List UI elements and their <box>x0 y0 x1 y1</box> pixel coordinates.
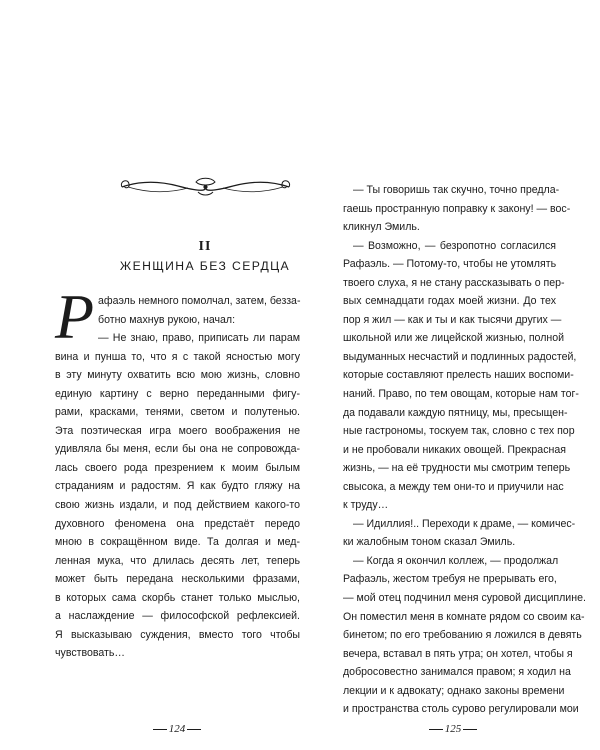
text-line: страданиям и радостям. Я как будто гляжу на <box>55 480 300 493</box>
text-line: лекции и к адвокату; однако законы времени <box>343 684 565 697</box>
folio-dash-icon <box>463 729 477 730</box>
text-line: — Ты говоришь так скучно, точно предла- <box>353 184 560 196</box>
text-line: афаэль немного помолчал, затем, безза- <box>98 295 301 307</box>
text-line: единую картину с верно переданными фигу- <box>55 387 300 400</box>
text-line: школьной или же лицейской жизнью, полной <box>343 332 565 345</box>
left-page-text <box>55 292 300 663</box>
text-line: к труду… <box>343 499 389 512</box>
chapter-number: II <box>198 239 212 254</box>
text-line: жизнь, — на её трудности мы смотрим теперь <box>343 462 571 475</box>
page-number-right <box>418 722 488 736</box>
text-line: лась своего рода презрением к моим былым <box>55 461 300 474</box>
text-line: Рафаэль, жестом требуя не прерывать его, <box>343 573 557 586</box>
text-line: наний. Право, по тем овощам, которые нам тог- <box>343 388 579 401</box>
text-line: и пространства столь сурово регулировали мои <box>343 703 579 716</box>
text-line: удивляла бы меня, если бы она не сопровожда- <box>55 443 300 456</box>
text-line: Рафаэль. — Потому-то, чтобы не утомлять <box>343 258 557 271</box>
text-line: вина и пунша то, что я с такой ясностью могу <box>55 350 300 363</box>
text-line: чувствовать… <box>55 647 126 660</box>
text-line: ленная мука, что длилась десять лет, теперь <box>55 554 300 567</box>
text-line: — Возможно, — безропотно согласился <box>353 239 556 252</box>
text-line: выдуманных несчастий и подлинных радостей, <box>343 350 577 363</box>
text-line: а наслаждение — философской рефлексией. <box>55 610 300 623</box>
text-line: — мой отец подчинил меня суровой дисциплине. <box>343 592 586 605</box>
text-line: ботно махнув рукою, начал: <box>98 313 236 326</box>
text-line: в эту минуту охватить всю мою жизнь, словно <box>55 369 300 382</box>
text-line: — Когда я окончил коллеж, — продолжал <box>353 554 559 567</box>
text-line: которые составляют прелесть наших воспоми- <box>343 369 574 382</box>
text-line: Он поместил меня в комнате рядом со своим ка- <box>343 610 585 623</box>
text-line: в которых сама скорбь станет только мыслью, <box>55 591 300 604</box>
text-line: вечера, вставал в пять утра; он хотел, чтобы я <box>343 647 573 660</box>
drop-cap: Р <box>55 281 95 352</box>
text-line: гаешь пространную поправку к закону! — вос- <box>343 202 571 215</box>
text-line: духовного феномена она предстаёт передо <box>55 517 300 530</box>
text-line: — Идиллия!.. Переходи к драме, — комичес- <box>353 517 576 530</box>
text-line: Эта поэтическая игра моего воображения не <box>55 424 300 437</box>
text-line: кликнул Эмиль. <box>343 221 420 234</box>
chapter-title: ЖЕНЩИНА БЕЗ СЕРДЦА <box>119 259 291 273</box>
page-number-left <box>142 722 212 736</box>
text-line: может быть передана несколькими фразами, <box>55 573 300 586</box>
text-line: твоего слуха, я не стану рассказывать о пер- <box>343 276 565 289</box>
text-line: и не пробовали никаких овощей. Прекрасная <box>343 443 566 456</box>
text-line: ные гастрономы, тоскуем так, словно с тех пор <box>343 425 575 438</box>
flourish-ornament-icon <box>118 174 293 200</box>
page-number: 124 <box>168 723 186 735</box>
text-line: бинетом; по его требованию я ложился в девять <box>343 629 582 642</box>
page-number: 125 <box>444 723 462 735</box>
text-line: пор я жил — как и ты и как тысячи других — <box>343 313 562 326</box>
text-line: — Не знаю, право, приписать ли парам <box>98 332 300 345</box>
text-line: Я высказываю суждения, вместо того чтобы <box>55 628 300 641</box>
text-line: свысока, а между тем они-то и приучили нас <box>343 480 564 493</box>
text-line: да подавали каждую пятницу, мы, пресыщен- <box>343 406 568 419</box>
text-line: добросовестно занимался правом; я ходил на <box>343 666 571 679</box>
text-line: вых семнадцати годах моей жизни. До тех <box>343 295 556 308</box>
folio-dash-icon <box>429 729 443 730</box>
text-line: свою жизнь издали, и под действием какого-то <box>55 499 300 512</box>
text-line: ки жалобным тоном сказал Эмиль. <box>343 536 516 549</box>
folio-dash-icon <box>153 729 167 730</box>
folio-dash-icon <box>187 729 201 730</box>
text-line: рами, красками, тенями, светом и полутенью. <box>55 406 300 419</box>
right-page-text <box>343 181 586 719</box>
text-line: мною в сокращённом виде. Та долгая и мед- <box>55 536 300 549</box>
